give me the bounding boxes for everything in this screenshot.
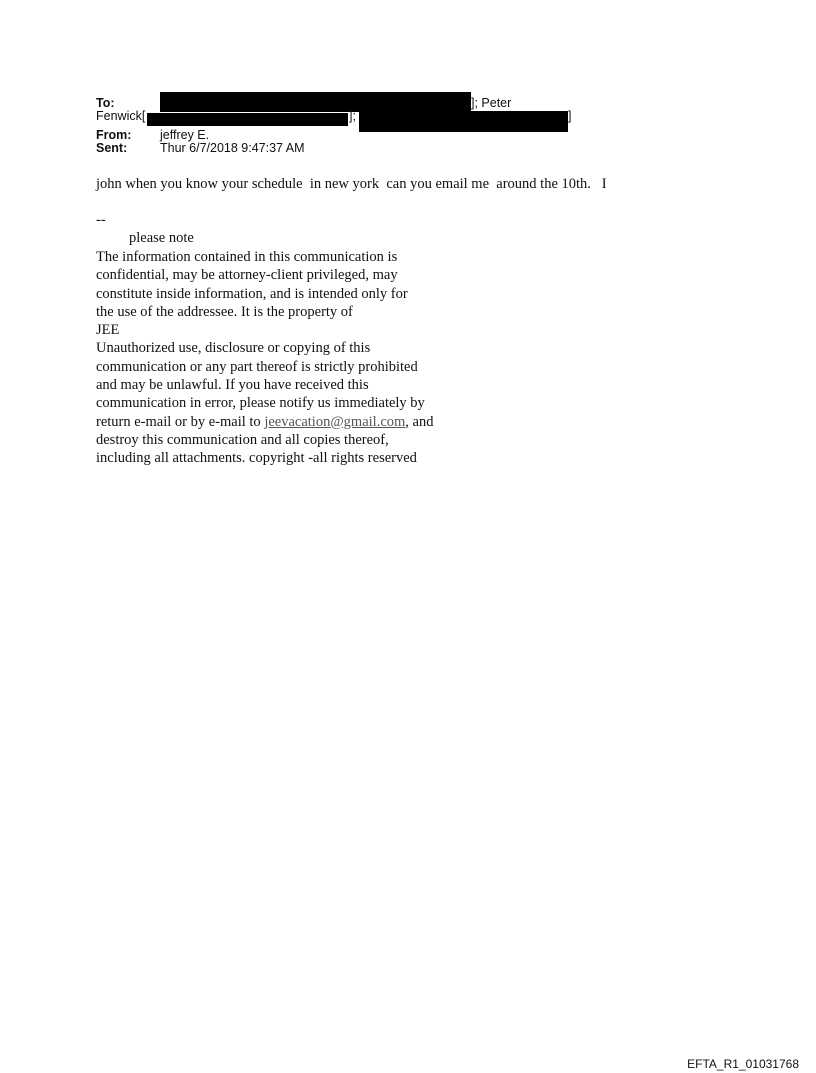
from-label: From: (96, 128, 132, 142)
disclaimer-line: JEE (96, 322, 120, 339)
disclaimer-line: communication in error, please notify us immediately by (96, 395, 425, 412)
confidentiality-disclaimer (96, 248, 433, 468)
disclaimer-line: destroy this communication and all copies thereof, (96, 431, 389, 448)
document-id: EFTA_R1_01031768 (687, 1057, 799, 1071)
to-label: To: (96, 96, 115, 110)
return-prefix: return e-mail or by e-mail to (96, 413, 265, 430)
to-suffix: ]; Peter (471, 96, 512, 110)
sent-row (96, 141, 305, 155)
sent-value: Thur 6/7/2018 9:47:37 AM (160, 141, 305, 155)
disclaimer-line: constitute inside information, and is intended only for (96, 285, 408, 302)
disclaimer-line: the use of the addressee. It is the property of (96, 303, 353, 320)
disclaimer-line: confidential, may be attorney-client privileged, may (96, 267, 398, 284)
fenwick-prefix: Fenwick[ (96, 109, 146, 123)
sent-label: Sent: (96, 141, 128, 155)
disclaimer-line: Unauthorized use, disclosure or copying of this (96, 340, 371, 357)
redaction-box (147, 113, 348, 126)
disclaimer-line: The information contained in this communication is (96, 249, 398, 265)
disclaimer-return-line (96, 413, 433, 431)
message-body: john when you know your schedule in new york can you email me around the 10th. I (96, 176, 607, 192)
fenwick-end: ] (568, 109, 572, 123)
return-suffix: , and (405, 413, 434, 430)
signature-note: please note (129, 230, 194, 246)
redaction-box (359, 111, 568, 132)
disclaimer-line: communication or any part thereof is strictly prohibited (96, 358, 418, 375)
fenwick-mid: ]; (349, 109, 356, 123)
disclaimer-line: and may be unlawful. If you have received this (96, 377, 369, 394)
from-value: jeffrey E. (160, 128, 210, 142)
disclaimer-line: including all attachments. copyright -all rights reserved (96, 450, 417, 467)
email-link[interactable]: jeevacation@gmail.com (264, 413, 406, 430)
signature-dash: -- (96, 212, 106, 228)
redaction-box (160, 92, 471, 112)
